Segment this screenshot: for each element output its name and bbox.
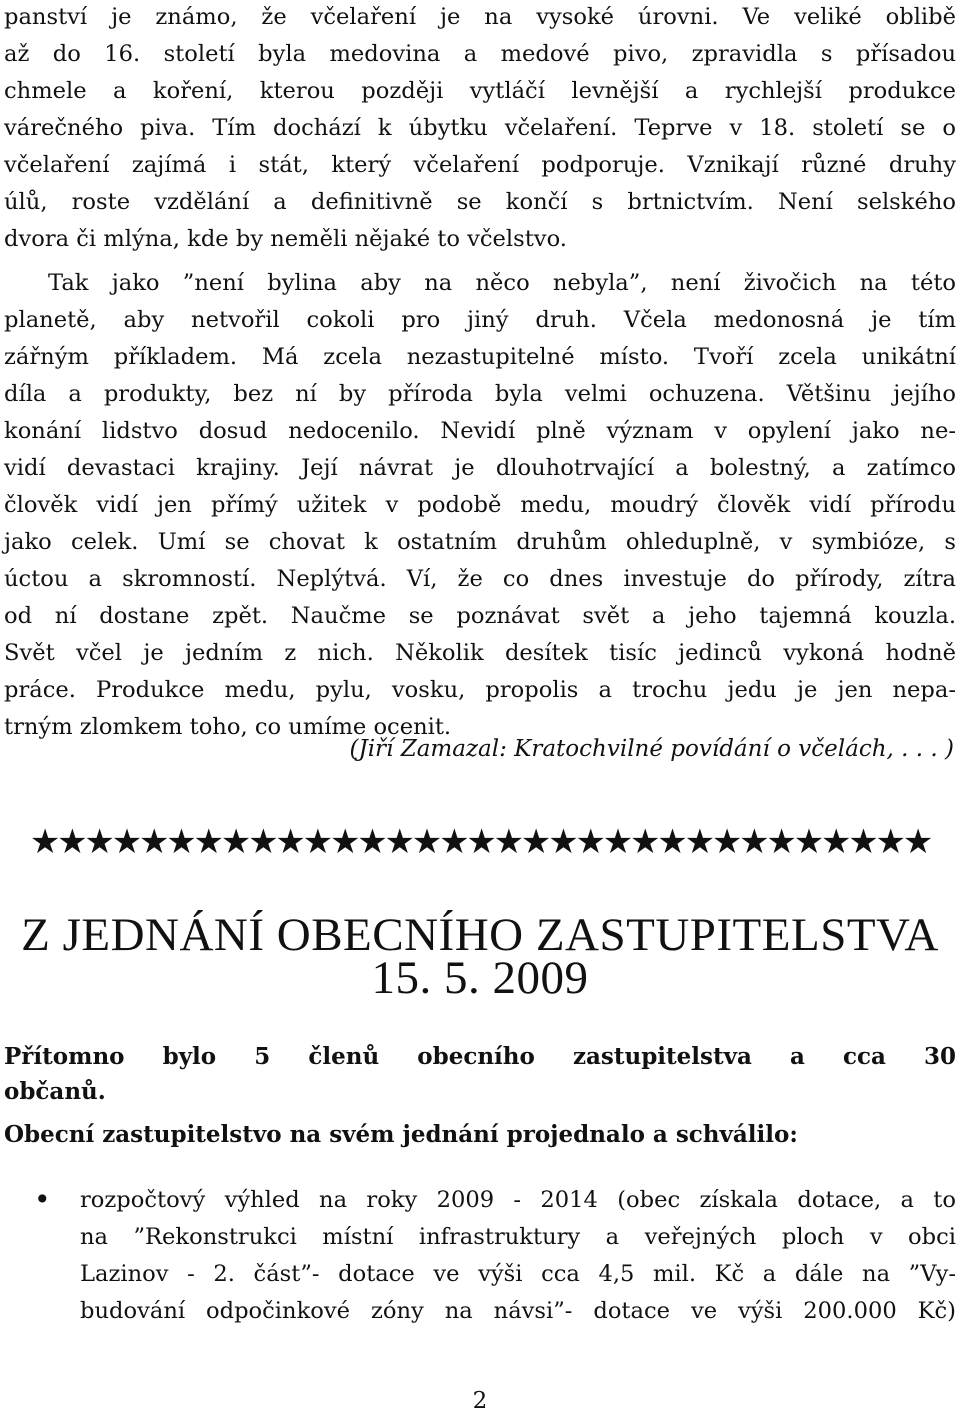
paragraph2-line: konání lidstvo dosud nedocenilo. Nevidí plně význam v opylení jako ne-: [4, 418, 956, 444]
paragraph2-line: vidí devastaci krajiny. Její návrat je dlouhotrvající a bolestný, a zatímco: [4, 455, 956, 481]
paragraph2-line: zářným příkladem. Má zcela nezastupitelné místo. Tvoří zcela unikátní: [4, 344, 956, 370]
paragraph2-line: díla a produkty, bez ní by příroda byla velmi ochuzena. Většinu jejího: [4, 381, 956, 407]
bullet-item-line: na ”Rekonstrukci místní infrastruktury a veřejných ploch v obci: [80, 1224, 956, 1250]
approved-heading: Obecní zastupitelstvo na svém jednání projednalo a schválilo:: [4, 1121, 798, 1148]
paragraph2-line: jako celek. Umí se chovat k ostatním druhům ohleduplně, v symbióze, s: [4, 529, 956, 555]
paragraph2-line: práce. Produkce medu, pylu, vosku, propolis a trochu jedu je jen nepa-: [4, 677, 956, 703]
paragraph1-line: chmele a koření, kterou později vytláčí levnější a rychlejší produkce: [4, 78, 956, 104]
bullet-icon: •: [34, 1183, 51, 1216]
paragraph1-line: panství je známo, že včelaření je na vysoké úrovni. Ve veliké oblibě: [4, 4, 956, 30]
paragraph1-line: úlů, roste vzdělání a definitivně se končí s brtnictvím. Není selského: [4, 189, 956, 215]
quote-attribution: (Jiří Zamazal: Kratochvilné povídání o včelách, . . . ): [349, 736, 954, 762]
paragraph1-line: včelaření zajímá i stát, který včelaření podporuje. Vznikají různé druhy: [4, 152, 956, 178]
bullet-item-line: Lazinov - 2. část”- dotace ve výši cca 4,5 mil. Kč a dále na ”Vy-: [80, 1261, 956, 1287]
paragraph2-line: člověk vidí jen přímý užitek v podobě medu, moudrý člověk vidí přírodu: [4, 492, 956, 518]
bullet-item-line: budování odpočinkové zóny na návsi”- dotace ve výši 200.000 Kč): [80, 1298, 956, 1324]
section-date: 15. 5. 2009: [371, 952, 589, 1004]
paragraph2-line: Tak jako ”není bylina aby na něco nebyla”, není živočich na této: [48, 270, 956, 296]
paragraph1-line: várečného piva. Tím dochází k úbytku včelaření. Teprve v 18. století se o: [4, 115, 956, 141]
paragraph1-line: dvora či mlýna, kde by neměli nějaké to včelstvo.: [4, 226, 567, 252]
paragraph2-line: Svět včel je jedním z nich. Několik desítek tisíc jedinců vykoná hodně: [4, 640, 956, 666]
attendance-line: Přítomno bylo 5 členů obecního zastupitelstva a cca 30: [4, 1043, 956, 1070]
paragraph2-line: planetě, aby netvořil cokoli pro jiný druh. Včela medonosná je tím: [4, 307, 956, 333]
paragraph1-line: až do 16. století byla medovina a medové pivo, zpravidla s přísadou: [4, 41, 956, 67]
paragraph2-line: úctou a skromností. Neplýtvá. Ví, že co dnes investuje do přírody, zítra: [4, 566, 956, 592]
attendance-line: občanů.: [4, 1078, 106, 1105]
paragraph2-line: od ní dostane zpět. Naučme se poznávat svět a jeho tajemná kouzla.: [4, 603, 956, 629]
bullet-item-line: rozpočtový výhled na roky 2009 - 2014 (obec získala dotace, a to: [80, 1187, 956, 1213]
star-separator: ★★★★★★★★★★★★★★★★★★★★★★★★★★★★★★★★★: [29, 822, 931, 862]
page-number: 2: [472, 1388, 488, 1414]
section-title: Z JEDNÁNÍ OBECNÍHO ZASTUPITELSTVA: [21, 909, 939, 961]
paragraph2-line: trným zlomkem toho, co umíme ocenit.: [4, 714, 452, 740]
